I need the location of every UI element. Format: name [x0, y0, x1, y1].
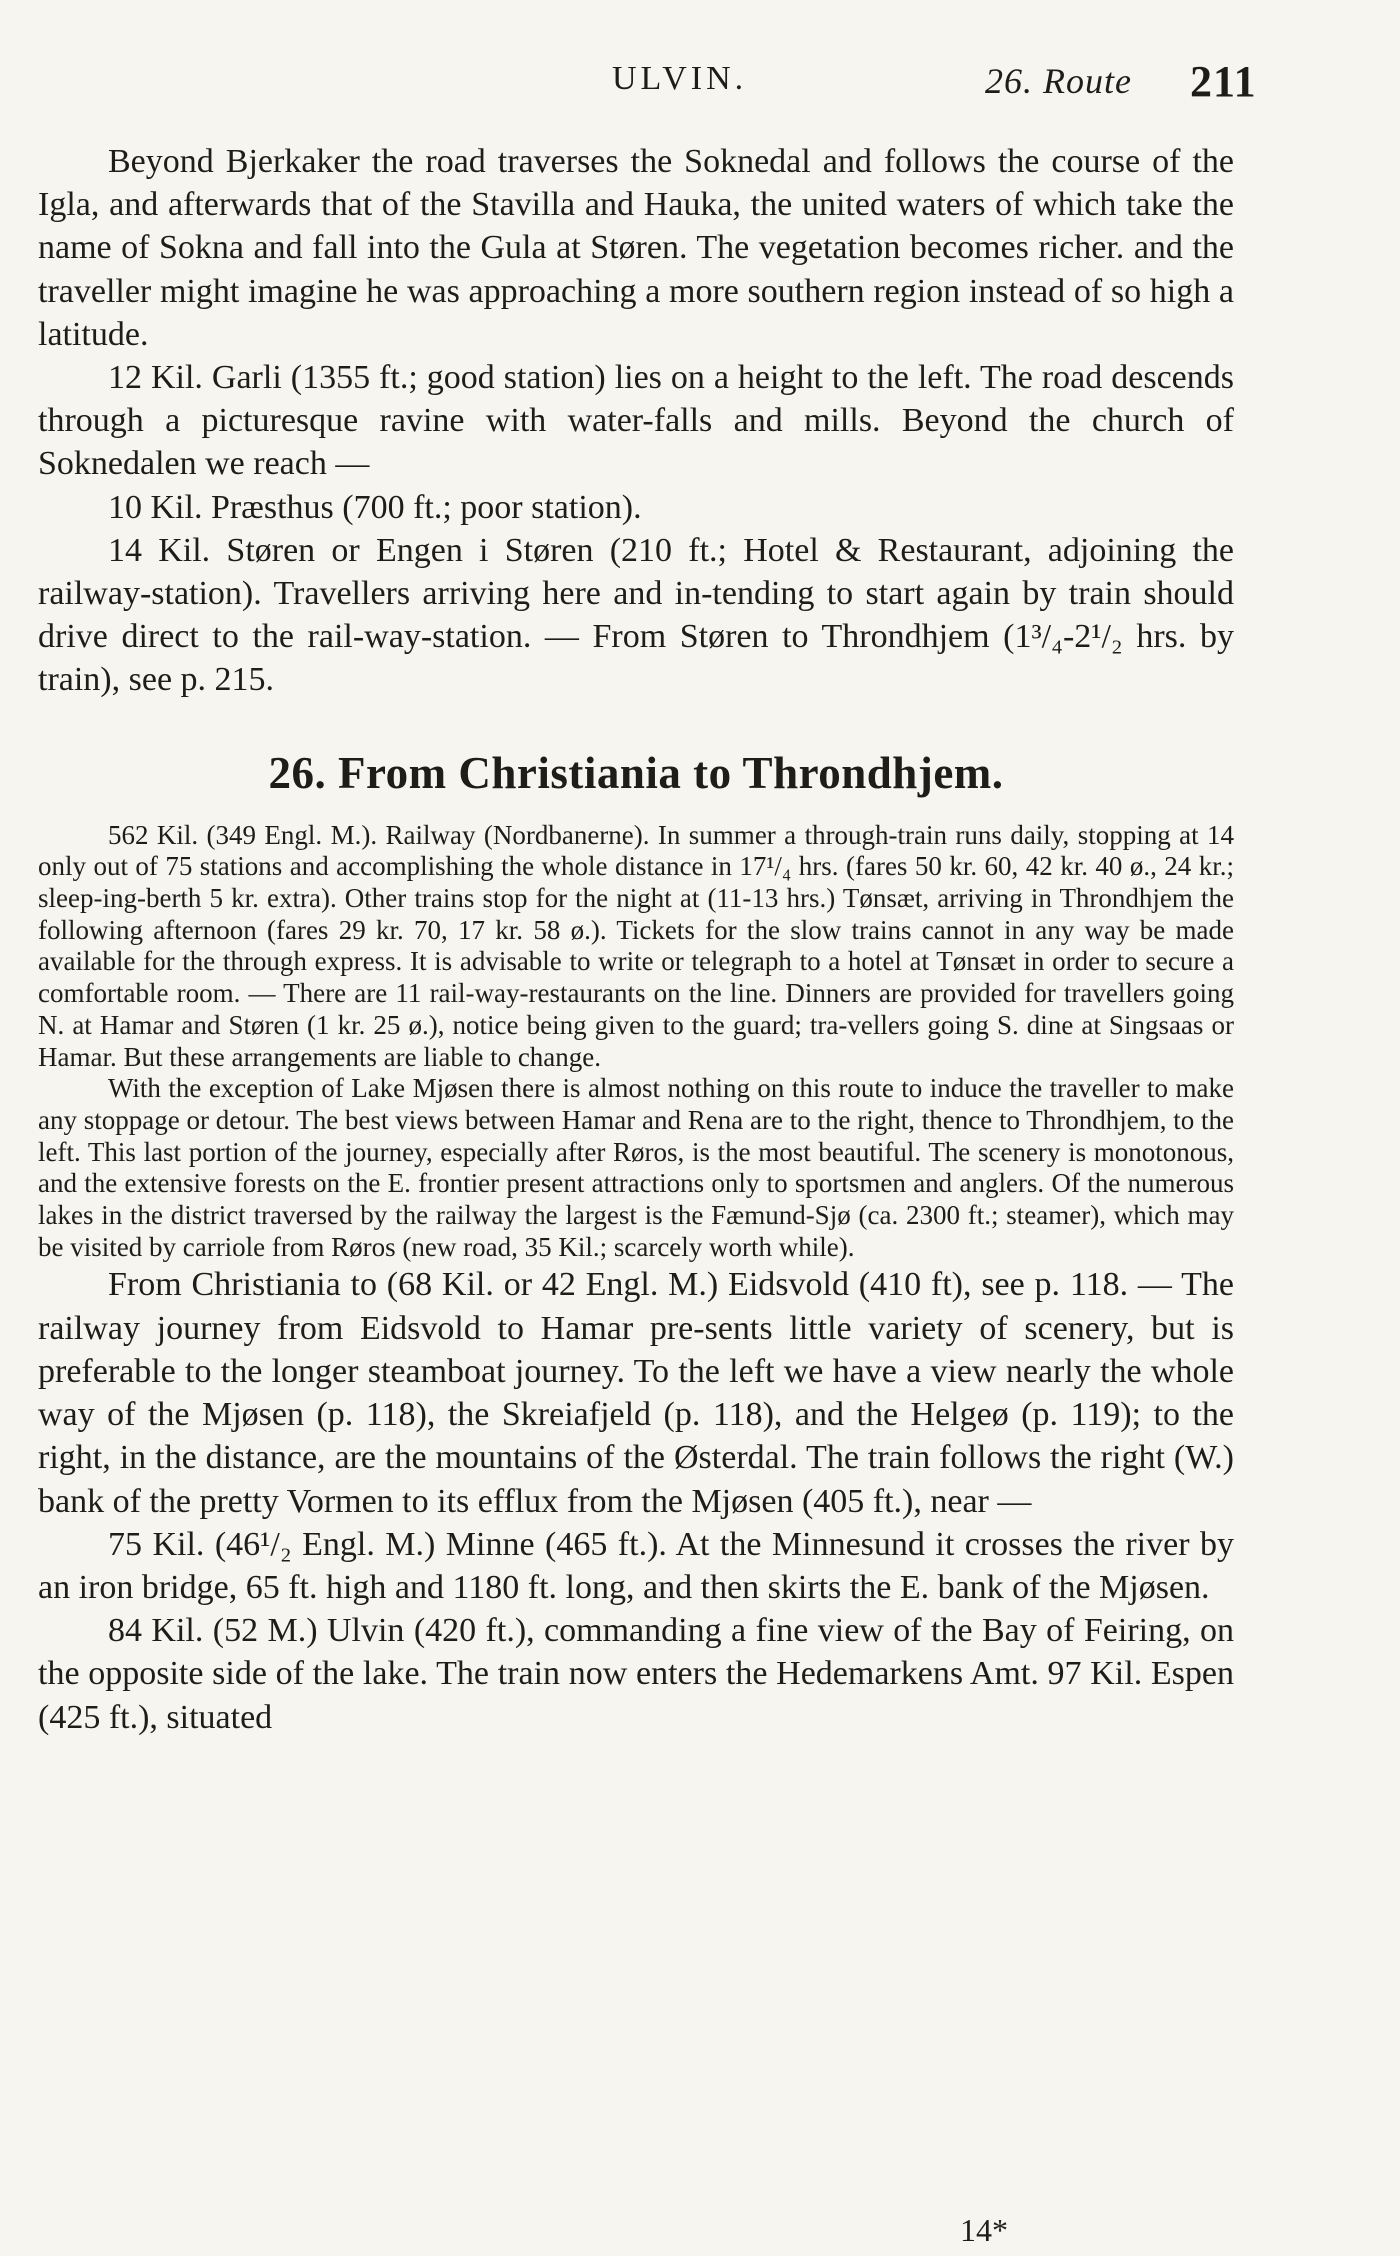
paragraph: 75 Kil. (46¹/₂ Engl. M.) Minne (465 ft.). At the Minnesund it crosses the river by an iron bridge, 65 ft. high and 1180 ft. long, and then skirts the E. bank of the Mjøsen. [38, 1525, 1234, 1606]
paragraph: 14 Kil. Støren or Engen i Støren (210 ft.; Hotel & Restaurant, adjoining the railway-station). Travellers arriving here and in-tending to start again by train should drive direct to the rail-way-station. — From Støren to Throndhjem (1³/₄-2¹/₂ hrs. by train), see p. 215. [38, 531, 1234, 699]
running-head [40, 56, 1257, 106]
paragraph: From Christiania to (68 Kil. or 42 Engl. M.) Eidsvold (410 ft), see p. 118. — The railway journey from Eidsvold to Hamar pre-sents little variety of scenery, but is preferable to the longer steamboat journey. To the left we have a view nearly the whole way of the Mjøsen (p. 118), the Skreiafjeld (p. 118), and the Helgeø (p. 119); to the right, in the distance, are the mountains of the Østerdal. The train follows the right (W.) bank of the pretty Vormen to its efflux from the Mjøsen (405 ft.), near — [38, 1266, 1234, 1520]
page-body [38, 140, 1234, 1739]
section-heading: 26. From Christiania to Throndhjem. [268, 747, 1004, 798]
paragraph: 84 Kil. (52 M.) Ulvin (420 ft.), commanding a fine view of the Bay of Feiring, on the opposite side of the lake. The train now enters the Hedemarkens Amt. 97 Kil. Espen (425 ft.), situated [38, 1612, 1234, 1736]
page-number: 211 [1190, 57, 1257, 106]
running-head-route: 26. Route [985, 61, 1132, 101]
small-print-paragraph: 562 Kil. (349 Engl. M.). Railway (Nordbanerne). In summer a through-train runs daily, stopping at 14 only out of 75 stations and accomplishing the whole distance in 17¹/₄ hrs. (fares 50 kr. 60, 42 kr. 40 ø., 24 kr.; sleep-ing-berth 5 kr. extra). Other trains stop for the night at (11-13 hrs.) Tønsæt, arriving in Throndhjem the following afternoon (fares 29 kr. 70, 17 kr. 58 ø.). Tickets for the slow trains cannot in any way be made available for the through express. It is advisable to write or telegraph to a hotel at Tønsæt in order to secure a comfortable room. — There are 11 rail-way-restaurants on the line. Dinners are provided for travellers going N. at Hamar and Støren (1 kr. 25 ø.), notice being given to the guard; tra-vellers going S. dine at Singsaas or Hamar. But these arrangements are liable to change. [38, 819, 1234, 1072]
running-head-title: ULVIN. [612, 60, 748, 97]
paragraph: 12 Kil. Garli (1355 ft.; good station) lies on a height to the left. The road descends through a picturesque ravine with water-falls and mills. Beyond the church of Soknedalen we reach — [38, 359, 1234, 483]
paragraph: 10 Kil. Præsthus (700 ft.; poor station). [108, 488, 642, 526]
small-print-paragraph: With the exception of Lake Mjøsen there is almost nothing on this route to induce the traveller to make any stoppage or detour. The best views between Hamar and Rena are to the right, thence to Throndhjem, to the left. This last portion of the journey, especially after Røros, is the most beautiful. The scenery is monotonous, and the extensive forests on the E. frontier present attractions only to sportsmen and anglers. Of the numerous lakes in the district traversed by the railway the largest is the Fæmund-Sjø (ca. 2300 ft.; steamer), which may be visited by carriole from Røros (new road, 35 Kil.; scarcely worth while). [38, 1073, 1234, 1262]
paragraph: Beyond Bjerkaker the road traverses the Soknedal and follows the course of the Igla, and afterwards that of the Stavilla and Hauka, the united waters of which take the name of Sokna and fall into the Gula at Støren. The vegetation becomes richer. and the traveller might imagine he was approaching a more southern region instead of so high a latitude. [38, 143, 1234, 353]
signature-mark: 14* [960, 2212, 1008, 2248]
